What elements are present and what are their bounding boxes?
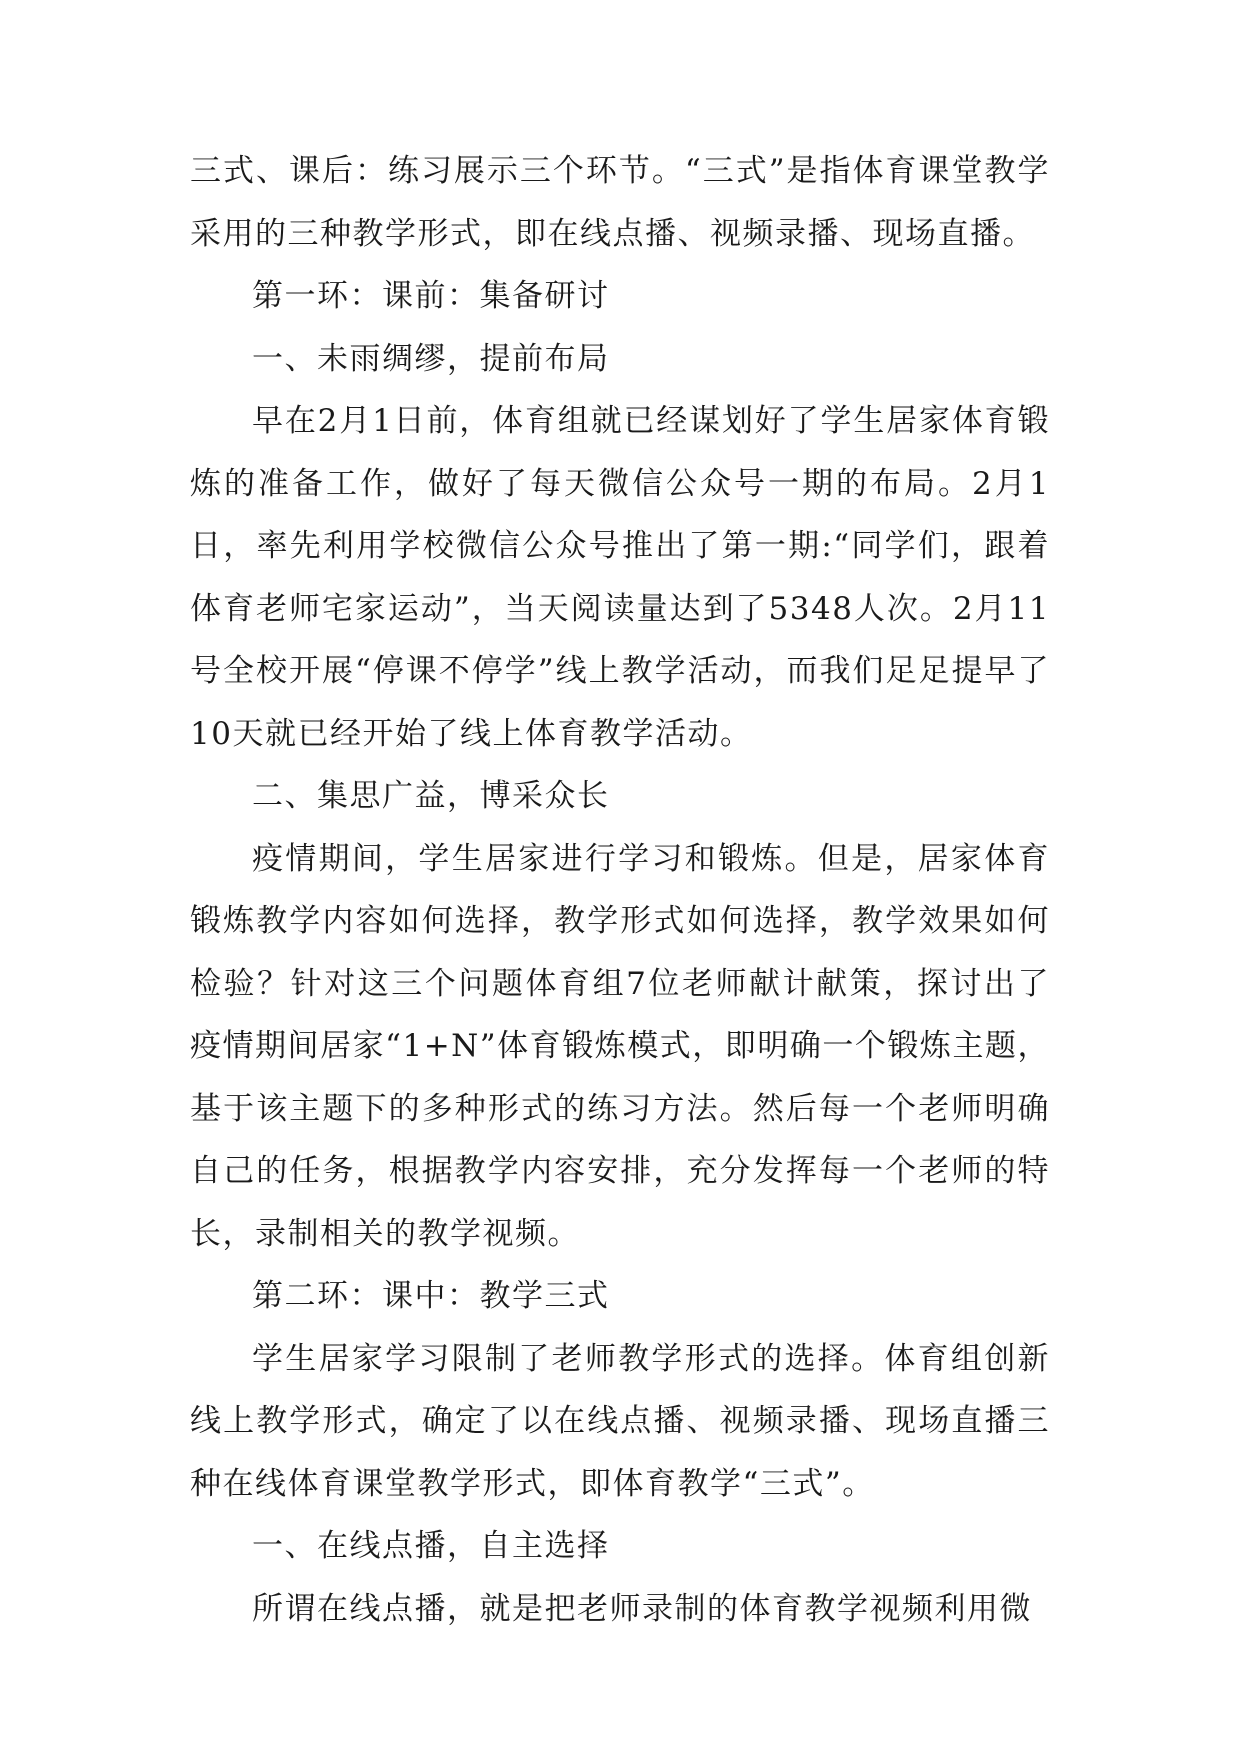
document-body xyxy=(190,140,1050,1640)
subsection-heading-planning: 一、未雨绸缪，提前布局 xyxy=(252,340,610,377)
section-heading-stage-one: 第一环：课前：集备研讨 xyxy=(252,278,610,314)
section-heading-stage-two: 第二环：课中：教学三式 xyxy=(252,1278,610,1314)
paragraph-continuation: 三式、课后：练习展示三个环节。“三式”是指体育课堂教学采用的三种教学形式，即在线点播、视频录播、现场直播。 xyxy=(190,153,1050,252)
paragraph-online-vod: 所谓在线点播，就是把老师录制的体育教学视频利用微 xyxy=(252,1590,1032,1627)
paragraph-three-forms: 学生居家学习限制了老师教学形式的选择。体育组创新线上教学形式，确定了以在线点播、视频录播、现场直播三种在线体育课堂教学形式，即体育教学“三式”。 xyxy=(190,1340,1050,1502)
subsection-heading-online-vod: 一、在线点播，自主选择 xyxy=(252,1528,610,1564)
paragraph-early-preparation: 早在2月1日前，体育组就已经谋划好了学生居家体育锻炼的准备工作，做好了每天微信公众号一期的布局。2月1日，率先利用学校微信公众号推出了第一期:“同学们，跟着体育老师宅家运动”，当天阅读量达到了5348人次。2月11号全校开展“停课不停学”线上教学活动，而我们足足提早了10天就已经开始了线上体育教学活动。 xyxy=(190,403,1050,752)
subsection-heading-brainstorm: 二、集思广益，博采众长 xyxy=(252,778,610,814)
paragraph-teaching-model: 疫情期间，学生居家进行学习和锻炼。但是，居家体育锻炼教学内容如何选择，教学形式如何选择，教学效果如何检验？针对这三个问题体育组7位老师献计献策，探讨出了疫情期间居家“1+N”体育锻炼模式，即明确一个锻炼主题，基于该主题下的多种形式的练习方法。然后每一个老师明确自己的任务，根据教学内容安排，充分发挥每一个老师的特长，录制相关的教学视频。 xyxy=(190,840,1050,1252)
